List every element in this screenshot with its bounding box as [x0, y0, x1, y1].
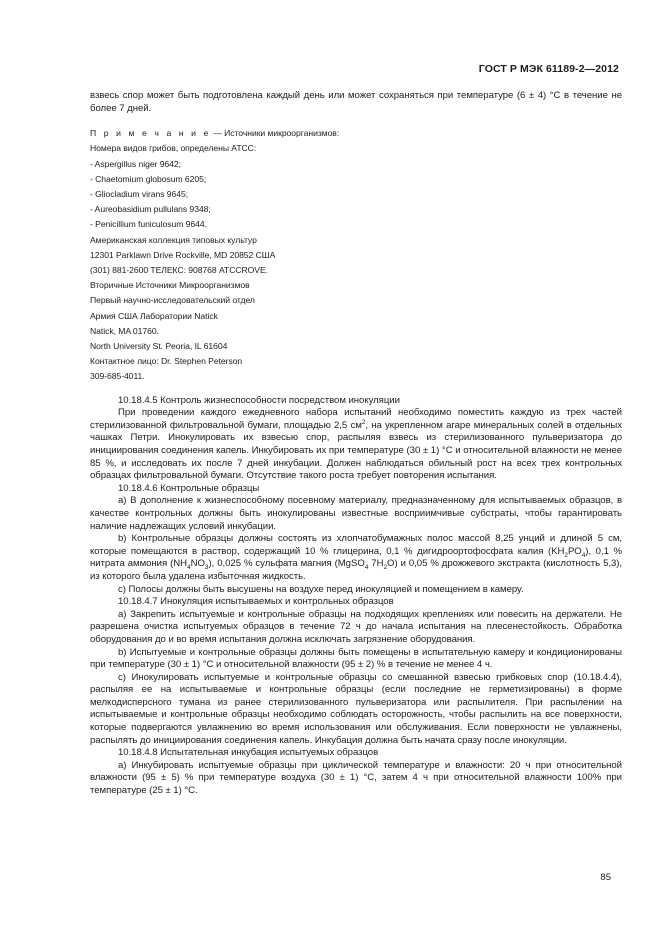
subscript: 2: [383, 564, 388, 572]
note-line: Армия США Лаборатории Natick: [90, 310, 218, 321]
text-run: O) и 0,05 % дрожжевого экстракта (кислотность 5,3), из которого была удалена избыточная жидкость.: [90, 558, 623, 582]
page-number: 85: [600, 872, 611, 883]
paragraph-10-18-4-8-a: а) Инкубировать испытуемые образцы при циклической температуре и влажности: 20 ч при относительной влажности (95 ± 5) % при температуре воздуха (30 ± 1) °С, затем 4 ч при относительной влажности 100% при температуре (25 ± 1) °С.: [90, 759, 622, 797]
intro-paragraph: взвесь спор может быть подготовлена каждый день или может сохраняться при температуре (6 ± 4) °С в течение не более 7 дней.: [90, 90, 622, 114]
text-run: При проведении каждого ежедневного набора испытаний необходимо поместить каждую из трех частей стерилизованной фильтровальной бумаги, площадью 2,5 см: [90, 407, 622, 431]
text-run: b) Контрольные образцы должны состоять из хлопчатобумажных полос массой 8,25 унций и длиной 5 см, которые помещаются в раствор, содержащий 10 % глицерина, 0,1 % дигидроортофосфата калия (KH: [90, 533, 622, 557]
section-heading-10-18-4-8: 10.18.4.8 Испытательная инкубация испытуемых образцов: [118, 747, 379, 759]
text-run: , на укрепленном агаре минеральных солей в отдельных чашках Петри. Инокулировать их взвесью спор, распыляя взвесь из стерилизованного пульверизатора до инициирования соединения капель. Инкубировать их при температуре (30 ± 1) °С и относительной влажности не менее 85 %, и исследовать их после 7 дней инкубации. Должен наблюдаться обильный рост на всех трех контрольных образцах фильтровальной бумаги. Отсутствие такого роста требует повторения испытания.: [90, 419, 622, 482]
section-heading-10-18-4-7: 10.18.4.7 Инокуляция испытываемых и контрольных образцов: [118, 596, 394, 608]
note-title-rest: — Источники микроорганизмов:: [210, 128, 340, 139]
note-line: - Chaetomium globosum 6205;: [90, 173, 207, 184]
subscript: 4: [364, 564, 369, 572]
note-line: Американская коллекция типовых культур: [90, 234, 257, 245]
note-line: 309-685-4011.: [90, 371, 145, 382]
subscript: 3: [204, 564, 209, 572]
note-line: Первый научно-исследовательский отдел: [90, 295, 255, 306]
superscript: 2: [361, 418, 366, 426]
document-body: [90, 90, 622, 798]
note-line: - Aspergillus niger 9642;: [90, 158, 181, 169]
paragraph-10-18-4-7-b: b) Испытуемые и контрольные образцы должны быть помещены в испытательную камеру и кондиционированы при температуре (30 ± 1) °С и относительной влажности (95 ± 2) % в течение не менее 4 ч.: [90, 646, 622, 671]
paragraph-10-18-4-7-a: а) Закрепить испытуемые и контрольные образцы на подходящих креплениях или повесить на держатели. Не разрешена очистка испытуемых образцов в течение 72 ч до начала испытания на плесенестойкость. Обработка оборудования до и во время испытания должна исключать загрязнение оборудования.: [90, 608, 622, 645]
subscript: 2: [564, 551, 568, 559]
text-run: PO: [567, 545, 582, 557]
subscript: 4: [581, 551, 586, 559]
note-line: - Penicillium funiculosum 9644.: [90, 219, 207, 230]
text-run: ), 0,1 % нитрата аммония (NH: [90, 545, 622, 570]
note-line: Номера видов грибов, определены АТСС:: [90, 143, 257, 154]
subscript: 4: [187, 564, 191, 572]
note-line: Natick, MA 01760.: [90, 325, 159, 336]
note-line: Вторичные Источники Микроорганизмов: [90, 280, 250, 291]
text-run: 7H: [368, 558, 384, 570]
note-line: - Aureobasidium pullulans 9348;: [90, 204, 211, 215]
section-heading-10-18-4-5: 10.18.4.5 Контроль жизнеспособности посредством инокуляции: [118, 394, 400, 406]
note-line: - Gliocladium virans 9645;: [90, 189, 189, 199]
document-header: ГОСТ Р МЭК 61189-2—2012: [478, 63, 619, 75]
note-line: (301) 881-2600 ТЕЛЕКС: 908768 ATCCROVE.: [90, 265, 269, 276]
note-title: [90, 126, 622, 141]
note-line: Контактное лицо: Dr. Stephen Peterson: [90, 356, 243, 367]
note-line: North University St. Peoria, IL 61604: [90, 341, 228, 352]
paragraph-10-18-4-7-c: с) Инокулировать испытуемые и контрольные образцы со смешанной взвесью грибковых спор (10.18.4.4), распыляя ее на испытываемые и контрольные образцы (если последние не герметизированы) в форме мелкодисперсного тумана из ранее стерилизованного пульверизатора или распылителя. При распылении на испытываемые и контрольные образцы необходимо соблюдать осторожность, чтобы распылить на все поверхности, которые подвергаются увлажнению во время использования или обслуживания. Если поверхности не увлажнены, распылять до инициирования соединения капель. Инкубация должна быть начата сразу после инокуляции.: [90, 671, 622, 746]
note-label: П р и м е ч а н и е: [90, 128, 211, 139]
paragraph-10-18-4-6-b: [90, 533, 622, 583]
paragraph-10-18-4-5: [90, 407, 622, 483]
note-block: [90, 126, 622, 384]
section-heading-10-18-4-6: 10.18.4.6 Контрольные образцы: [118, 482, 260, 494]
paragraph-10-18-4-6-a: а) В дополнение к жизнеспособному посевному материалу, предназначенному для испытываемых образцов, в качестве контрольных должны быть инокулированы известные восприимчивые субстраты, чтобы гарантировать наличие надлежащих условий инкубации.: [90, 495, 622, 532]
note-line: 12301 Parklawn Drive Rockville, MD 20852 США: [90, 249, 276, 260]
paragraph-10-18-4-6-c: с) Полосы должны быть высушены на воздухе перед инокуляцией и помещением в камеру.: [118, 583, 524, 595]
text-run: ), 0,025 % сульфата магния (MgSO: [208, 558, 365, 570]
text-run: NO: [190, 558, 205, 570]
